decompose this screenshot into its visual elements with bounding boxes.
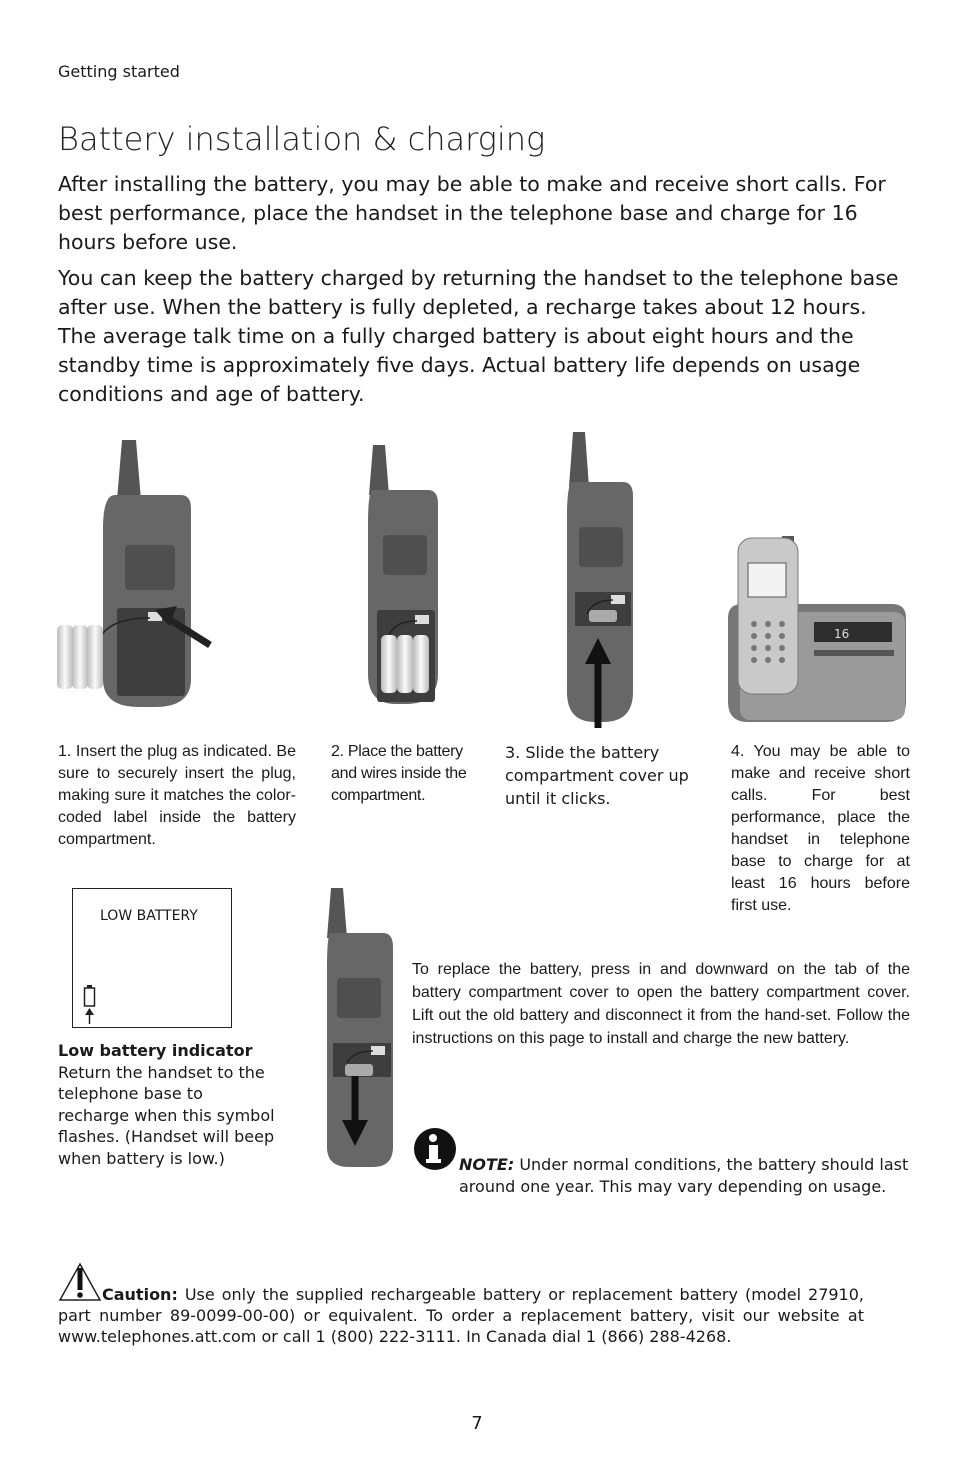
caution-text: Use only the supplied rechargeable battery or replacement battery (model 27910, part number 89-0099-00-00) or equivalent. To order a replacement battery, visit our website at www.telephones.att.com or call 1 (800) 222-3111. In Canada dial 1 (866) 288-4268.	[58, 1285, 864, 1346]
caution-label: Caution:	[102, 1285, 178, 1304]
battery-icon	[82, 984, 100, 1024]
low-battery-body: Return the handset to the telephone base to recharge when this symbol flashes. (Handset will beep when battery is low.)	[58, 1062, 275, 1168]
note-label: NOTE:	[459, 1155, 515, 1174]
page-number: 7	[471, 1413, 483, 1434]
low-battery-heading: Low battery indicator	[58, 1041, 253, 1060]
replace-illustration	[325, 888, 400, 1170]
step2-illustration	[365, 445, 445, 713]
section-label: Getting started	[58, 62, 180, 81]
low-battery-screen-text: LOW BATTERY	[100, 908, 198, 924]
step-3-caption: 3. Slide the battery compartment cover up until it clicks.	[505, 743, 689, 808]
step-4-caption: 4. You may be able to make and receive short calls. For best performance, place the handset in telephone base to charge for at least 16 hours before first use.	[731, 743, 910, 914]
caution	[58, 1284, 864, 1347]
low-battery-indicator-text	[58, 1040, 278, 1169]
step-2-caption: 2. Place the battery and wires inside the compartment.	[331, 743, 467, 804]
note-text: Under normal conditions, the battery should last around one year. This may vary depending on usage.	[459, 1155, 909, 1196]
info-icon	[412, 1126, 458, 1172]
note	[459, 1154, 909, 1197]
step1-illustration	[55, 440, 225, 712]
step4-illustration	[722, 528, 910, 724]
replace-battery-paragraph: To replace the battery, press in and downward on the tab of the battery compartment cover to open the battery compartment cover. Lift out the old battery and disconnect it from the hand-set. Follow the instructions on this page to install and charge the new battery.	[412, 961, 910, 1047]
intro-paragraph-2: You can keep the battery charged by returning the handset to the telephone base after use. When the battery is fully depleted, a recharge takes about 12 hours. The average talk time on a fully charged battery is about eight hours and the standby time is approximately five days. Actual battery life depends on usage conditions and age of battery.	[58, 266, 899, 406]
intro-paragraph-1: After installing the battery, you may be able to make and receive short calls. For best performance, place the handset in the telephone base and charge for 16 hours before use.	[58, 172, 886, 254]
base-display-digits: 16	[834, 627, 850, 641]
step-1-caption: 1. Insert the plug as indicated. Be sure to securely insert the plug, making sure it matches the color-coded label inside the battery compartment.	[58, 743, 296, 848]
step3-illustration	[565, 432, 640, 728]
page-title: Battery installation & charging	[58, 120, 546, 158]
